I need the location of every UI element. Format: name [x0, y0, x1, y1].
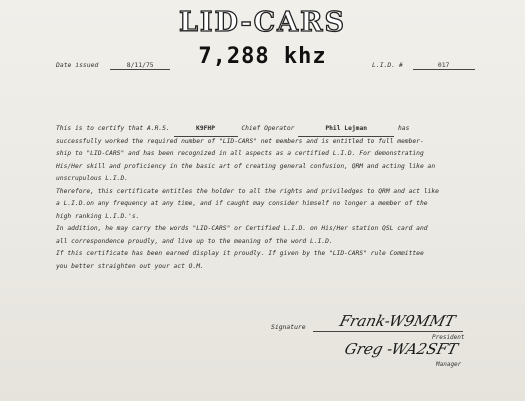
body-line: His/Her skill and proficiency in the basic art of creating general confusion, QRM and acting like an: [56, 162, 436, 170]
callsign-field: K9FHP: [174, 123, 238, 137]
body-line: In addition, he may carry the words "LID-CARS" or Certified L.I.D. on His/Her station QSL card and: [56, 225, 428, 232]
president-title: President: [432, 334, 465, 341]
body-line: Therefore, this certificate entitles the holder to all the rights and priviledges to QRM and act like: [56, 187, 439, 195]
lid-number: [372, 61, 475, 70]
certify-text: This is to certify that A.R.S.: [56, 125, 170, 132]
date-label: Date issued: [56, 61, 99, 69]
body-line: all correspondence proudly, and live up to the meaning of the word L.I.D.: [56, 237, 333, 245]
chief-operator-label: Chief Operator: [241, 125, 295, 132]
body-line: ship to "LID-CARS" and has been recognized in all aspects as a certified L.I.D. For demonstrating: [56, 150, 424, 157]
lid-value: 017: [413, 61, 475, 70]
certify-line: [56, 123, 486, 136]
certificate-body: [56, 123, 486, 273]
body-line: high ranking L.I.D.'s.: [56, 212, 140, 220]
certify-end-text: has: [398, 125, 410, 132]
date-issued: [56, 61, 170, 70]
operator-name-field: Phil Lejman: [298, 123, 394, 137]
body-line: you better straighten out your act O.M.: [56, 262, 204, 270]
manager-signature: Greg -WA2SFT: [342, 340, 460, 358]
body-line: If this certificate has been earned display it proudly. If given by the "LID-CARS" rule Committee: [56, 250, 424, 257]
frequency-heading: 7,288 khz: [198, 44, 327, 69]
date-value: 8/11/75: [110, 61, 170, 70]
signature-label: Signature: [271, 323, 306, 331]
body-line: successfully worked the required number of "LID-CARS" net members and is entitled to full member-: [56, 137, 424, 145]
president-signature: Frank-W9MMT: [337, 312, 458, 330]
body-line: unscrupulous L.I.D.: [56, 175, 129, 182]
body-line: a L.I.D.on any frequency at any time, and if caught may consider himself no longer a member of the: [56, 200, 428, 207]
manager-title: Manager: [436, 361, 462, 368]
lid-label: L.I.D. #: [372, 61, 403, 69]
certificate-title: LID-CARS: [178, 7, 347, 38]
signature-line: [313, 331, 463, 332]
